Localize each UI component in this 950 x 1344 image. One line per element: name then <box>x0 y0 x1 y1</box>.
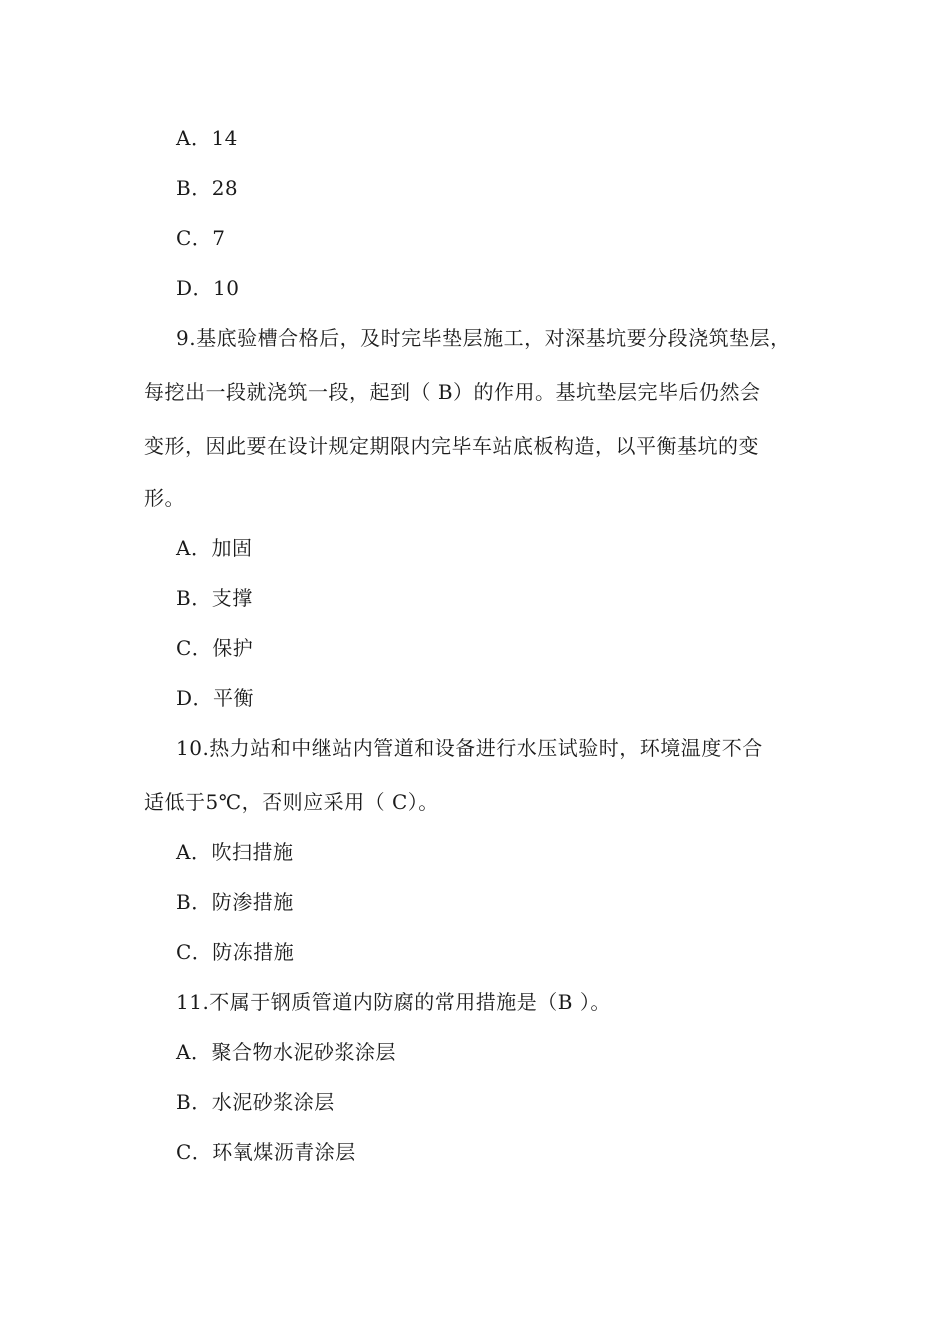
q8-option-d: D．10 <box>176 276 240 300</box>
q11-option-c: C．环氧煤沥青涂层 <box>176 1140 356 1164</box>
q9-option-b: B．支撑 <box>176 586 253 610</box>
q10-option-a: A．吹扫措施 <box>176 840 294 864</box>
q10-stem-line-2: 适低于5℃，否则应采用（ C）。 <box>144 790 439 814</box>
q9-option-a: A．加固 <box>176 536 253 560</box>
q11-option-a: A．聚合物水泥砂浆涂层 <box>176 1040 396 1064</box>
q9-stem-line-3: 变形，因此要在设计规定期限内完毕车站底板构造，以平衡基坑的变 <box>144 434 759 458</box>
q11-stem-line-1: 11.不属于钢质管道内防腐的常用措施是（B ）。 <box>176 990 611 1014</box>
q8-option-a: A．14 <box>176 126 238 150</box>
q9-option-c: C．保护 <box>176 636 254 660</box>
q11-option-b: B．水泥砂浆涂层 <box>176 1090 335 1114</box>
q9-stem-line-4: 形。 <box>144 486 185 510</box>
q9-option-d: D．平衡 <box>176 686 255 710</box>
q10-stem-line-1: 10.热力站和中继站内管道和设备进行水压试验时，环境温度不合 <box>176 736 763 760</box>
q8-option-b: B．28 <box>176 176 239 200</box>
q10-option-c: C．防冻措施 <box>176 940 295 964</box>
q9-stem-line-1: 9.基底验槽合格后，及时完毕垫层施工，对深基坑要分段浇筑垫层， <box>176 326 791 350</box>
q8-option-c: C．7 <box>176 226 226 250</box>
q9-stem-line-2: 每挖出一段就浇筑一段，起到（ B）的作用。基坑垫层完毕后仍然会 <box>144 380 761 404</box>
q10-option-b: B．防渗措施 <box>176 890 294 914</box>
